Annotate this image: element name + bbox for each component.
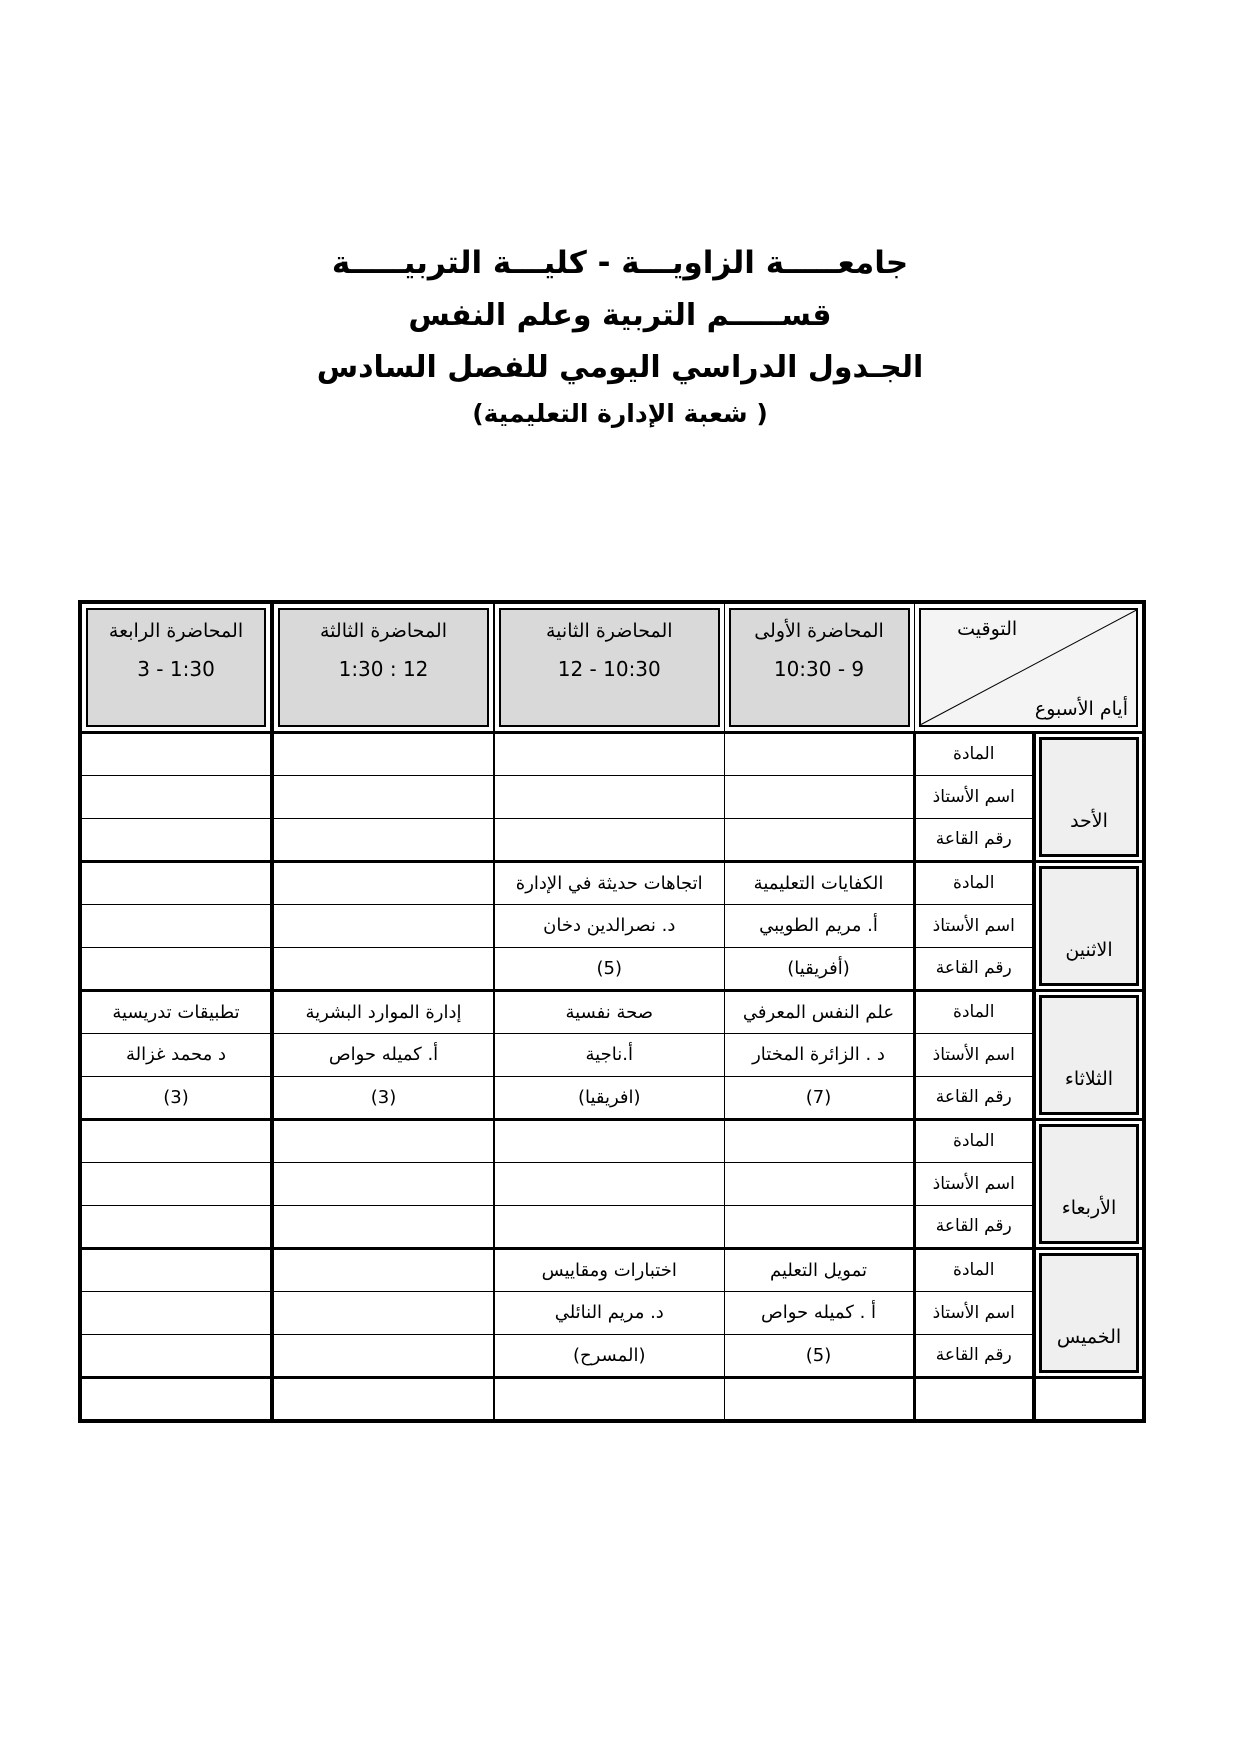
day-row (80, 1119, 1144, 1162)
row-label-subject: المادة (914, 861, 1034, 904)
teacher-cell (272, 1162, 494, 1205)
subject-cell: الكفايات التعليمية (724, 861, 914, 904)
schedule-title: الجـدول الدراسي اليومي للفصل السادس (316, 350, 924, 386)
teacher-cell: أ. مريم الطويبي (724, 904, 914, 947)
room-cell: (أفريقيا) (724, 947, 914, 990)
subject-cell (494, 732, 724, 775)
empty-cell (1034, 1377, 1144, 1421)
row-label-room: رقم القاعة (914, 1076, 1034, 1119)
row-label-subject: المادة (914, 732, 1034, 775)
day-row (80, 775, 1144, 818)
teacher-cell: أ. كميله حواص (272, 1033, 494, 1076)
teacher-cell (80, 775, 272, 818)
day-row (80, 1334, 1144, 1377)
row-label-subject: المادة (914, 1248, 1034, 1291)
teacher-cell (80, 1162, 272, 1205)
empty-cell (494, 1377, 724, 1421)
day-row (80, 732, 1144, 775)
lecture1-label: المحاضرة الأولى (754, 620, 884, 642)
day-row (80, 947, 1144, 990)
teacher-cell (80, 1291, 272, 1334)
lecture3-label: المحاضرة الثالثة (319, 620, 448, 642)
teacher-cell (272, 904, 494, 947)
row-label-teacher: اسم الأستاذ (914, 1033, 1034, 1076)
day-row (80, 1248, 1144, 1291)
teacher-cell (272, 1291, 494, 1334)
row-label-room: رقم القاعة (914, 818, 1034, 861)
room-cell: (7) (724, 1076, 914, 1119)
subject-cell (80, 1119, 272, 1162)
day-row (80, 904, 1144, 947)
lecture4-header-box (86, 608, 266, 727)
room-cell (272, 1205, 494, 1248)
subject-cell (494, 1119, 724, 1162)
room-cell (494, 1205, 724, 1248)
teacher-cell (724, 775, 914, 818)
teacher-cell (272, 775, 494, 818)
lecture3-header-box (278, 608, 489, 727)
day-box (1039, 1253, 1139, 1373)
room-cell (80, 1334, 272, 1377)
room-cell: (افريقيا) (494, 1076, 724, 1119)
teacher-cell: أ.ناجية (494, 1033, 724, 1076)
day-row (80, 861, 1144, 904)
room-cell: (3) (80, 1076, 272, 1119)
timing-label: التوقيت (957, 618, 1018, 640)
corner-box (919, 608, 1139, 727)
division-subtitle: ( شعبة الإدارة التعليمية) (472, 399, 768, 429)
row-label-teacher: اسم الأستاذ (914, 1291, 1034, 1334)
day-label: الاثنين (1065, 938, 1113, 961)
day-row (80, 1291, 1144, 1334)
department-title: قســـــم التربية وعلم النفس (408, 298, 832, 334)
subject-cell: علم النفس المعرفي (724, 990, 914, 1033)
row-label-room: رقم القاعة (914, 947, 1034, 990)
day-box (1039, 995, 1139, 1115)
empty-cell (914, 1377, 1034, 1421)
subject-cell: إدارة الموارد البشرية (272, 990, 494, 1033)
lecture3-header (272, 602, 494, 732)
lecture4-header (80, 602, 272, 732)
day-label: الأحد (1070, 809, 1108, 832)
day-label: الأربعاء (1061, 1196, 1117, 1219)
day-row (80, 1205, 1144, 1248)
teacher-cell: د. مريم النائلي (494, 1291, 724, 1334)
empty-cell (272, 1377, 494, 1421)
teacher-cell (80, 904, 272, 947)
room-cell (80, 1205, 272, 1248)
room-cell (80, 818, 272, 861)
day-box (1039, 737, 1139, 857)
lecture2-time: 12 - 10:30 (557, 657, 661, 681)
empty-cell (80, 1377, 272, 1421)
day-cell-tuesday (1034, 990, 1144, 1119)
room-cell (272, 1334, 494, 1377)
subject-cell (272, 1248, 494, 1291)
room-cell (724, 1205, 914, 1248)
teacher-cell: د . الزائرة المختار (724, 1033, 914, 1076)
subject-cell (724, 1119, 914, 1162)
room-cell: (5) (494, 947, 724, 990)
teacher-cell: د محمد غزالة (80, 1033, 272, 1076)
room-cell: (5) (724, 1334, 914, 1377)
teacher-cell: أ . كميله حواص (724, 1291, 914, 1334)
row-label-teacher: اسم الأستاذ (914, 775, 1034, 818)
room-cell (272, 947, 494, 990)
day-row (80, 990, 1144, 1033)
subject-cell (272, 732, 494, 775)
lecture2-header (494, 602, 724, 732)
day-row (80, 1033, 1144, 1076)
subject-cell: اتجاهات حديثة في الإدارة (494, 861, 724, 904)
title-block (80, 246, 1160, 428)
teacher-cell (494, 1162, 724, 1205)
room-cell: (المسرح) (494, 1334, 724, 1377)
lecture1-header (724, 602, 914, 732)
day-cell-wednesday (1034, 1119, 1144, 1248)
row-label-room: رقم القاعة (914, 1205, 1034, 1248)
row-label-subject: المادة (914, 1119, 1034, 1162)
subject-cell (80, 732, 272, 775)
row-label-subject: المادة (914, 990, 1034, 1033)
day-label: الخميس (1056, 1325, 1122, 1348)
university-title: جامعـــــة الزاويـــة - كليـــة التربيـــــة (331, 245, 909, 281)
weekdays-label: أيام الأسبوع (1034, 697, 1128, 720)
room-cell (724, 818, 914, 861)
subject-cell (724, 732, 914, 775)
subject-cell: تطبيقات تدريسية (80, 990, 272, 1033)
lecture4-time: 3 - 1:30 (137, 657, 215, 681)
timing-days-corner-cell (914, 602, 1144, 732)
room-cell (80, 947, 272, 990)
room-cell: (3) (272, 1076, 494, 1119)
lecture1-header-box (729, 608, 910, 727)
subject-cell (272, 1119, 494, 1162)
day-cell-monday (1034, 861, 1144, 990)
day-box (1039, 866, 1139, 986)
empty-cell (724, 1377, 914, 1421)
header-row (80, 602, 1144, 732)
day-row (80, 818, 1144, 861)
empty-bottom-row (80, 1377, 1144, 1421)
teacher-cell: د. نصرالدين دخان (494, 904, 724, 947)
subject-cell (80, 861, 272, 904)
lecture3-time: 1:30 : 12 (338, 657, 429, 681)
row-label-teacher: اسم الأستاذ (914, 1162, 1034, 1205)
lecture4-label: المحاضرة الرابعة (108, 620, 244, 642)
day-label: الثلاثاء (1064, 1067, 1114, 1090)
teacher-cell (494, 775, 724, 818)
subject-cell: تمويل التعليم (724, 1248, 914, 1291)
lecture2-header-box (499, 608, 720, 727)
day-cell-sunday (1034, 732, 1144, 861)
lecture2-label: المحاضرة الثانية (546, 620, 673, 642)
subject-cell: اختبارات ومقاييس (494, 1248, 724, 1291)
row-label-teacher: اسم الأستاذ (914, 904, 1034, 947)
day-cell-thursday (1034, 1248, 1144, 1377)
day-box (1039, 1124, 1139, 1244)
schedule-table (78, 600, 1146, 1423)
teacher-cell (724, 1162, 914, 1205)
day-row (80, 1076, 1144, 1119)
subject-cell: صحة نفسية (494, 990, 724, 1033)
room-cell (272, 818, 494, 861)
subject-cell (272, 861, 494, 904)
room-cell (494, 818, 724, 861)
lecture1-time: 10:30 - 9 (773, 657, 865, 681)
day-row (80, 1162, 1144, 1205)
row-label-room: رقم القاعة (914, 1334, 1034, 1377)
subject-cell (80, 1248, 272, 1291)
